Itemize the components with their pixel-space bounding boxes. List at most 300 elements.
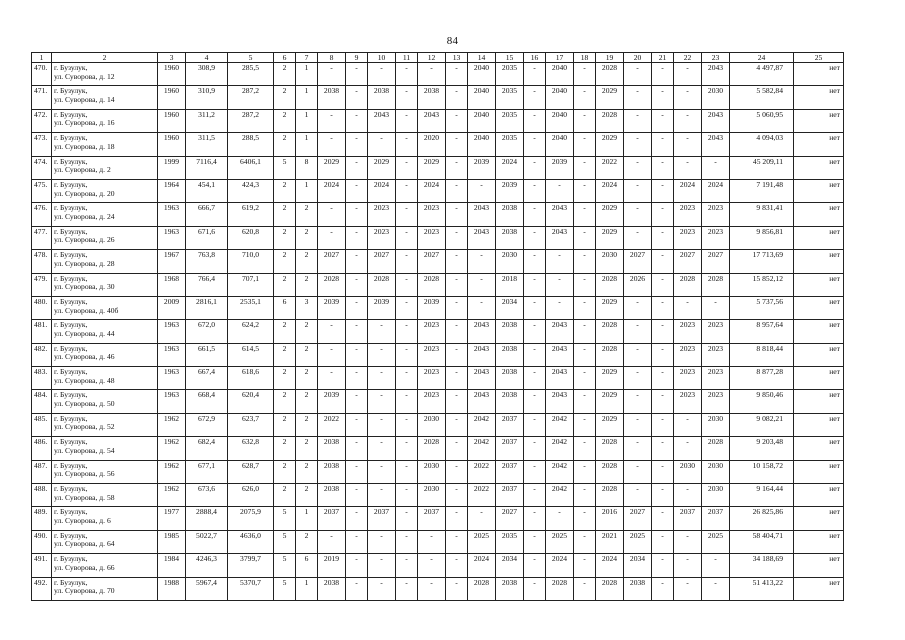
column-header-11: 11 [396, 53, 418, 63]
cell-col-13: - [446, 577, 468, 600]
cell-col-9: - [346, 484, 368, 507]
table-row [32, 367, 844, 390]
cell-col-5: 618,6 [228, 367, 274, 390]
cell-col-20: - [624, 320, 652, 343]
cell-col-21: - [652, 86, 674, 109]
cell-col-6: 2 [274, 367, 296, 390]
cell-col-5: 632,8 [228, 437, 274, 460]
address-street: ул. Суворова, д. 56 [54, 469, 115, 479]
cell-col-6: 2 [274, 63, 296, 86]
address-cell [52, 273, 158, 296]
address-street: ул. Суворова, д. 24 [54, 211, 115, 221]
cell-col-12: 2028 [418, 273, 446, 296]
column-header-15: 15 [496, 53, 524, 63]
cell-col-5: 2535,1 [228, 296, 274, 319]
cell-col-14: - [468, 179, 496, 202]
cell-col-6: 2 [274, 226, 296, 249]
cell-col-13: - [446, 296, 468, 319]
cell-col-22: - [674, 437, 702, 460]
cell-col-3: 1960 [158, 86, 186, 109]
cell-col-15: 2034 [496, 554, 524, 577]
cell-col-10: - [368, 437, 396, 460]
column-header-1: 1 [32, 53, 52, 63]
cell-col-20: 2026 [624, 273, 652, 296]
cell-col-13: - [446, 226, 468, 249]
cell-col-9: - [346, 367, 368, 390]
cell-col-12: 2029 [418, 156, 446, 179]
cell-col-17: 2043 [546, 203, 574, 226]
table-row [32, 390, 844, 413]
cell-col-11: - [396, 507, 418, 530]
cell-col-10: 2028 [368, 273, 396, 296]
row-number-cell: 492. [32, 577, 52, 600]
cell-col-17: 2025 [546, 530, 574, 553]
cell-col-18: - [574, 367, 596, 390]
cell-col-25: нет [794, 530, 844, 553]
column-header-4: 4 [186, 53, 228, 63]
cell-col-21: - [652, 179, 674, 202]
cell-col-22: - [674, 296, 702, 319]
cell-col-6: 2 [274, 343, 296, 366]
cell-col-17: 2042 [546, 413, 574, 436]
cell-col-19: 2016 [596, 507, 624, 530]
cell-col-4: 311,5 [186, 133, 228, 156]
table-row [32, 320, 844, 343]
cell-col-12: 2028 [418, 437, 446, 460]
cell-col-8: 2037 [318, 507, 346, 530]
cell-col-3: 1977 [158, 507, 186, 530]
address-cell [52, 343, 158, 366]
cell-col-6: 2 [274, 320, 296, 343]
address-city: г. Бузулук, [54, 413, 88, 423]
cell-col-13: - [446, 179, 468, 202]
cell-col-6: 2 [274, 133, 296, 156]
cell-col-19: 2029 [596, 86, 624, 109]
cell-col-3: 1963 [158, 367, 186, 390]
cell-col-13: - [446, 437, 468, 460]
table-row [32, 179, 844, 202]
cell-col-25: нет [794, 320, 844, 343]
address-street: ул. Суворова, д. 44 [54, 328, 115, 338]
address-city: г. Бузулук, [54, 343, 88, 353]
cell-col-21: - [652, 530, 674, 553]
row-number-cell: 472. [32, 109, 52, 132]
address-cell [52, 437, 158, 460]
cell-col-13: - [446, 460, 468, 483]
cell-col-16: - [524, 484, 546, 507]
cell-col-12: - [418, 63, 446, 86]
cell-col-11: - [396, 226, 418, 249]
cell-col-10: - [368, 484, 396, 507]
cell-col-7: 1 [296, 577, 318, 600]
cell-col-9: - [346, 273, 368, 296]
cell-col-15: 2038 [496, 320, 524, 343]
cell-col-7: 2 [296, 250, 318, 273]
address-cell [52, 530, 158, 553]
row-number-cell: 470. [32, 63, 52, 86]
cell-col-20: 2038 [624, 577, 652, 600]
cell-col-19: 2028 [596, 437, 624, 460]
cell-col-17: 2043 [546, 226, 574, 249]
cell-col-15: 2038 [496, 226, 524, 249]
table-row [32, 507, 844, 530]
cell-col-16: - [524, 367, 546, 390]
cell-col-12: 2023 [418, 343, 446, 366]
cell-col-17: 2040 [546, 63, 574, 86]
cell-col-22: - [674, 86, 702, 109]
cell-col-3: 1960 [158, 63, 186, 86]
cell-col-4: 661,5 [186, 343, 228, 366]
table-row [32, 250, 844, 273]
cell-col-16: - [524, 203, 546, 226]
cell-col-14: 2022 [468, 484, 496, 507]
table-row [32, 577, 844, 600]
cell-col-9: - [346, 390, 368, 413]
cell-col-21: - [652, 109, 674, 132]
cell-col-19: 2022 [596, 156, 624, 179]
cell-col-3: 1985 [158, 530, 186, 553]
cell-col-8: - [318, 63, 346, 86]
cell-col-5: 6406,1 [228, 156, 274, 179]
address-street: ул. Суворова, д. 26 [54, 235, 115, 245]
address-city: г. Бузулук, [54, 133, 88, 143]
cell-col-23: 2023 [702, 367, 730, 390]
cell-col-13: - [446, 554, 468, 577]
row-number-cell: 476. [32, 203, 52, 226]
cell-col-24: 9 856,81 [730, 226, 794, 249]
cell-col-17: 2040 [546, 109, 574, 132]
cell-col-4: 673,6 [186, 484, 228, 507]
cell-col-9: - [346, 296, 368, 319]
cell-col-3: 1967 [158, 250, 186, 273]
cell-col-23: 2043 [702, 133, 730, 156]
cell-col-5: 623,7 [228, 413, 274, 436]
table-row [32, 554, 844, 577]
cell-col-14: - [468, 507, 496, 530]
cell-col-9: - [346, 63, 368, 86]
cell-col-11: - [396, 530, 418, 553]
cell-col-25: нет [794, 296, 844, 319]
row-number-cell: 486. [32, 437, 52, 460]
cell-col-20: 2025 [624, 530, 652, 553]
cell-col-10: 2023 [368, 203, 396, 226]
cell-col-3: 1988 [158, 577, 186, 600]
cell-col-25: нет [794, 109, 844, 132]
cell-col-8: 2038 [318, 484, 346, 507]
cell-col-24: 15 852,12 [730, 273, 794, 296]
cell-col-5: 620,4 [228, 390, 274, 413]
cell-col-5: 5370,7 [228, 577, 274, 600]
table-body [32, 53, 844, 601]
cell-col-19: 2024 [596, 179, 624, 202]
address-city: г. Бузулук, [54, 156, 88, 166]
cell-col-22: - [674, 554, 702, 577]
cell-col-24: 17 713,69 [730, 250, 794, 273]
cell-col-6: 6 [274, 296, 296, 319]
cell-col-3: 1960 [158, 109, 186, 132]
cell-col-8: 2029 [318, 156, 346, 179]
address-street: ул. Суворова, д. 54 [54, 445, 115, 455]
cell-col-4: 2816,1 [186, 296, 228, 319]
cell-col-10: - [368, 320, 396, 343]
cell-col-15: 2035 [496, 133, 524, 156]
cell-col-21: - [652, 320, 674, 343]
address-street: ул. Суворова, д. 52 [54, 422, 115, 432]
cell-col-18: - [574, 390, 596, 413]
cell-col-21: - [652, 226, 674, 249]
cell-col-21: - [652, 156, 674, 179]
row-number-cell: 478. [32, 250, 52, 273]
cell-col-10: 2039 [368, 296, 396, 319]
address-street: ул. Суворова, д. 30 [54, 282, 115, 292]
column-header-23: 23 [702, 53, 730, 63]
cell-col-16: - [524, 179, 546, 202]
cell-col-16: - [524, 577, 546, 600]
cell-col-8: - [318, 367, 346, 390]
cell-col-7: 2 [296, 367, 318, 390]
cell-col-22: 2028 [674, 273, 702, 296]
cell-col-21: - [652, 484, 674, 507]
cell-col-21: - [652, 554, 674, 577]
cell-col-20: - [624, 484, 652, 507]
cell-col-10: 2037 [368, 507, 396, 530]
cell-col-21: - [652, 63, 674, 86]
cell-col-7: 1 [296, 133, 318, 156]
column-header-18: 18 [574, 53, 596, 63]
row-number-cell: 488. [32, 484, 52, 507]
cell-col-14: 2040 [468, 86, 496, 109]
cell-col-15: 2038 [496, 343, 524, 366]
table-row [32, 133, 844, 156]
cell-col-5: 619,2 [228, 203, 274, 226]
cell-col-3: 1962 [158, 413, 186, 436]
cell-col-6: 5 [274, 554, 296, 577]
cell-col-24: 5 737,56 [730, 296, 794, 319]
address-street: ул. Суворова, д. 14 [54, 94, 115, 104]
cell-col-16: - [524, 86, 546, 109]
address-cell [52, 63, 158, 86]
cell-col-18: - [574, 226, 596, 249]
cell-col-10: - [368, 460, 396, 483]
cell-col-18: - [574, 86, 596, 109]
address-cell [52, 109, 158, 132]
cell-col-17: 2042 [546, 460, 574, 483]
cell-col-3: 1964 [158, 179, 186, 202]
cell-col-20: - [624, 203, 652, 226]
cell-col-18: - [574, 577, 596, 600]
cell-col-23: 2043 [702, 63, 730, 86]
cell-col-4: 763,8 [186, 250, 228, 273]
cell-col-22: - [674, 484, 702, 507]
column-header-3: 3 [158, 53, 186, 63]
address-street: ул. Суворова, д. 20 [54, 188, 115, 198]
cell-col-6: 2 [274, 484, 296, 507]
address-cell [52, 554, 158, 577]
cell-col-18: - [574, 530, 596, 553]
cell-col-6: 2 [274, 413, 296, 436]
cell-col-21: - [652, 507, 674, 530]
row-number-cell: 473. [32, 133, 52, 156]
cell-col-21: - [652, 390, 674, 413]
cell-col-24: 9 082,21 [730, 413, 794, 436]
cell-col-8: 2039 [318, 390, 346, 413]
cell-col-5: 620,8 [228, 226, 274, 249]
cell-col-17: 2043 [546, 390, 574, 413]
cell-col-14: 2042 [468, 437, 496, 460]
address-street: ул. Суворова, д. 12 [54, 71, 115, 81]
cell-col-20: - [624, 133, 652, 156]
cell-col-13: - [446, 413, 468, 436]
cell-col-23: 2028 [702, 437, 730, 460]
cell-col-18: - [574, 507, 596, 530]
cell-col-11: - [396, 203, 418, 226]
cell-col-9: - [346, 460, 368, 483]
cell-col-24: 58 404,71 [730, 530, 794, 553]
cell-col-9: - [346, 250, 368, 273]
cell-col-8: 2024 [318, 179, 346, 202]
cell-col-18: - [574, 273, 596, 296]
cell-col-13: - [446, 86, 468, 109]
cell-col-17: - [546, 250, 574, 273]
cell-col-23: 2043 [702, 109, 730, 132]
cell-col-10: - [368, 554, 396, 577]
cell-col-5: 614,5 [228, 343, 274, 366]
cell-col-9: - [346, 109, 368, 132]
cell-col-6: 2 [274, 250, 296, 273]
cell-col-4: 2888,4 [186, 507, 228, 530]
row-number-cell: 477. [32, 226, 52, 249]
cell-col-11: - [396, 460, 418, 483]
cell-col-9: - [346, 507, 368, 530]
cell-col-8: - [318, 109, 346, 132]
column-header-2: 2 [52, 53, 158, 63]
cell-col-18: - [574, 63, 596, 86]
cell-col-22: 2023 [674, 343, 702, 366]
cell-col-23: 2023 [702, 320, 730, 343]
table-row [32, 296, 844, 319]
cell-col-17: 2024 [546, 554, 574, 577]
cell-col-6: 5 [274, 507, 296, 530]
cell-col-12: 2023 [418, 390, 446, 413]
cell-col-23: 2030 [702, 484, 730, 507]
cell-col-23: 2023 [702, 343, 730, 366]
address-street: ул. Суворова, д. 66 [54, 562, 115, 572]
cell-col-10: - [368, 390, 396, 413]
address-street: ул. Суворова, д. 40б [54, 305, 119, 315]
cell-col-23: - [702, 577, 730, 600]
cell-col-21: - [652, 296, 674, 319]
cell-col-6: 2 [274, 390, 296, 413]
cell-col-16: - [524, 226, 546, 249]
cell-col-24: 5 582,84 [730, 86, 794, 109]
cell-col-23: 2023 [702, 203, 730, 226]
cell-col-24: 9 850,46 [730, 390, 794, 413]
cell-col-16: - [524, 460, 546, 483]
cell-col-23: 2028 [702, 273, 730, 296]
cell-col-16: - [524, 109, 546, 132]
cell-col-13: - [446, 203, 468, 226]
cell-col-11: - [396, 320, 418, 343]
cell-col-22: 2030 [674, 460, 702, 483]
cell-col-25: нет [794, 226, 844, 249]
address-street: ул. Суворова, д. 58 [54, 492, 115, 502]
cell-col-13: - [446, 273, 468, 296]
cell-col-7: 2 [296, 460, 318, 483]
cell-col-23: 2023 [702, 226, 730, 249]
address-city: г. Бузулук, [54, 226, 88, 236]
cell-col-22: 2023 [674, 203, 702, 226]
cell-col-20: - [624, 437, 652, 460]
cell-col-6: 2 [274, 203, 296, 226]
address-city: г. Бузулук, [54, 250, 88, 260]
cell-col-5: 288,5 [228, 133, 274, 156]
cell-col-23: 2024 [702, 179, 730, 202]
cell-col-8: 2038 [318, 577, 346, 600]
cell-col-9: - [346, 554, 368, 577]
address-cell [52, 460, 158, 483]
cell-col-20: - [624, 390, 652, 413]
address-cell [52, 250, 158, 273]
cell-col-7: 1 [296, 63, 318, 86]
cell-col-11: - [396, 109, 418, 132]
cell-col-10: 2023 [368, 226, 396, 249]
cell-col-11: - [396, 63, 418, 86]
cell-col-19: 2029 [596, 203, 624, 226]
cell-col-20: - [624, 109, 652, 132]
address-cell [52, 507, 158, 530]
cell-col-24: 4 497,87 [730, 63, 794, 86]
cell-col-24: 9 203,48 [730, 437, 794, 460]
cell-col-24: 9 164,44 [730, 484, 794, 507]
cell-col-18: - [574, 437, 596, 460]
cell-col-8: 2038 [318, 460, 346, 483]
row-number-cell: 474. [32, 156, 52, 179]
cell-col-5: 2075,9 [228, 507, 274, 530]
cell-col-16: - [524, 530, 546, 553]
address-cell [52, 156, 158, 179]
cell-col-12: 2030 [418, 460, 446, 483]
cell-col-16: - [524, 273, 546, 296]
row-number-cell: 485. [32, 413, 52, 436]
row-number-cell: 481. [32, 320, 52, 343]
cell-col-5: 287,2 [228, 86, 274, 109]
cell-col-9: - [346, 179, 368, 202]
row-number-cell: 484. [32, 390, 52, 413]
cell-col-6: 5 [274, 577, 296, 600]
cell-col-25: нет [794, 484, 844, 507]
cell-col-19: 2028 [596, 577, 624, 600]
cell-col-19: 2028 [596, 460, 624, 483]
cell-col-17: 2042 [546, 437, 574, 460]
cell-col-9: - [346, 156, 368, 179]
cell-col-5: 710,0 [228, 250, 274, 273]
cell-col-10: - [368, 367, 396, 390]
cell-col-14: 2043 [468, 203, 496, 226]
cell-col-13: - [446, 133, 468, 156]
cell-col-16: - [524, 390, 546, 413]
cell-col-14: - [468, 296, 496, 319]
cell-col-14: 2022 [468, 460, 496, 483]
cell-col-17: - [546, 179, 574, 202]
cell-col-16: - [524, 554, 546, 577]
address-cell [52, 390, 158, 413]
cell-col-19: 2030 [596, 250, 624, 273]
cell-col-10: - [368, 413, 396, 436]
cell-col-23: 2030 [702, 413, 730, 436]
cell-col-4: 308,9 [186, 63, 228, 86]
cell-col-7: 1 [296, 109, 318, 132]
cell-col-3: 1999 [158, 156, 186, 179]
